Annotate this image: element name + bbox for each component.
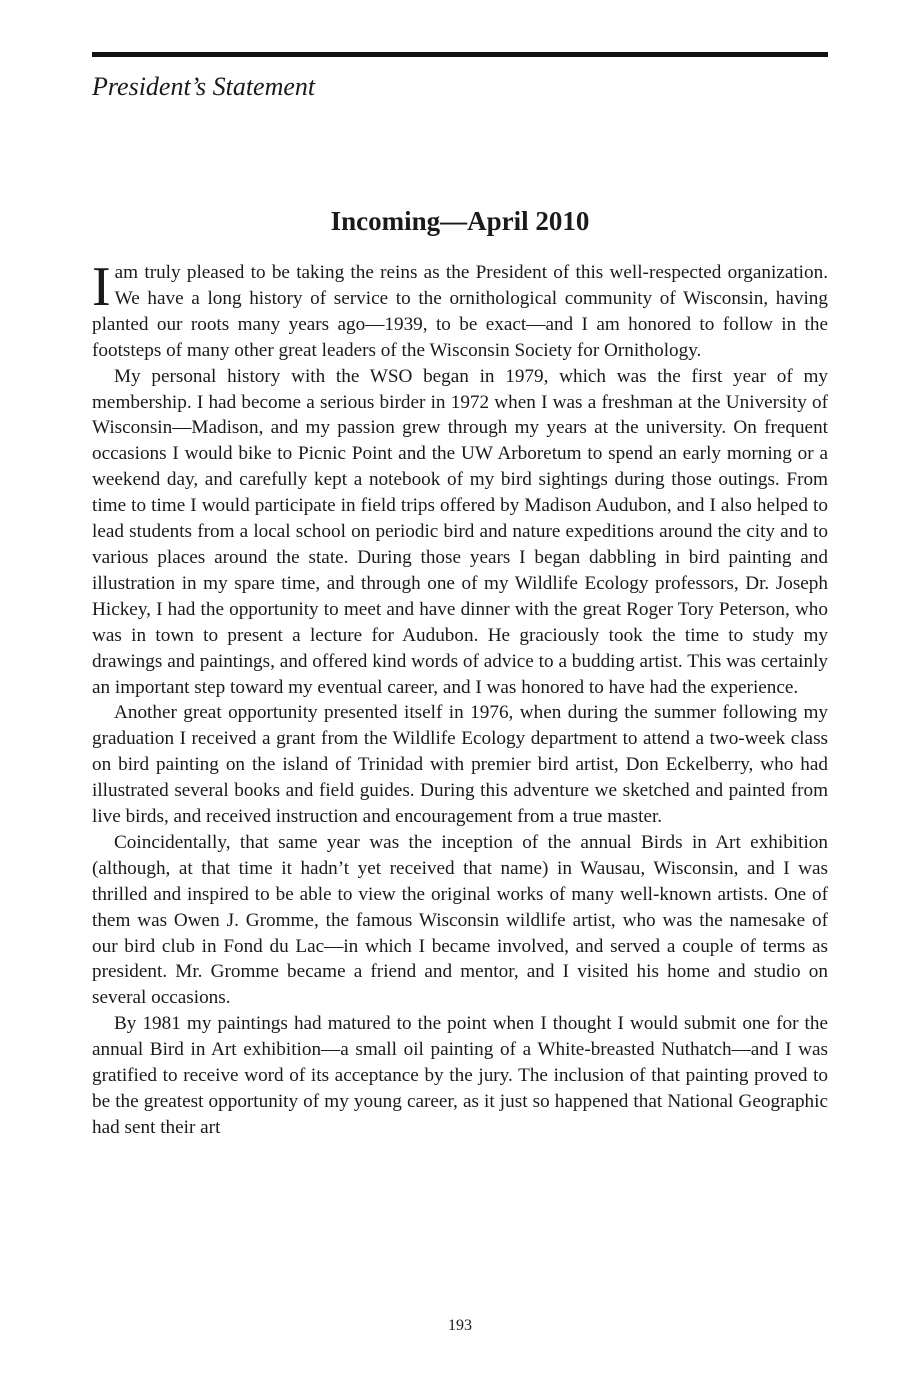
article-title: Incoming—April 2010: [330, 206, 590, 236]
paragraph-1: [92, 256, 828, 364]
section-title: President’s Statement: [92, 72, 316, 101]
page-number: 193: [448, 1317, 472, 1334]
top-rule: [92, 52, 828, 57]
paragraph-2: My personal history with the WSO began in 1979, which was the first year of my membership. I had become a serious birder in 1972 when I was a freshman at the University of Wisconsin—Madison, and my passion grew through my years at the university. On frequent occasions I would bike to Picnic Point and the UW Arboretum to spend an early morning or a weekend day, and carefully kept a notebook of my bird sightings during those outings. From time to time I would participate in field trips offered by Madison Audubon, and I also helped to lead students from a local school on periodic bird and nature expeditions around the city and to various places around the state. During those years I began dabbling in bird painting and illustration in my spare time, and through one of my Wildlife Ecology professors, Dr. Joseph Hickey, I had the opportunity to meet and have dinner with the great Roger Tory Peterson, who was in town to present a lecture for Audubon. He graciously took the time to study my drawings and paintings, and offered kind words of advice to a budding artist. This was certainly an important step toward my eventual career, and I was honored to have had the experience.: [92, 365, 828, 698]
article-body: [92, 256, 828, 1141]
paragraph-5: By 1981 my paintings had matured to the point when I thought I would submit one for the annual Bird in Art exhibition—a small oil painting of a White-breasted Nuthatch—and I was gratified to receive word of its acceptance by the jury. The inclusion of that painting proved to be the greatest opportunity of my young career, as it just so happened that National Geographic had sent their art: [92, 1013, 828, 1138]
paragraph-3: Another great opportunity presented itself in 1976, when during the summer following my graduation I received a grant from the Wildlife Ecology department to attend a two-week class on bird painting on the island of Trinidad with premier bird artist, Don Eckelberry, who had illustrated several books and field guides. During this adventure we sketched and painted from live birds, and received instruction and encouragement from a true master.: [92, 702, 828, 828]
drop-cap: I: [92, 256, 111, 318]
paragraph-4: Coincidentally, that same year was the inception of the annual Birds in Art exhibition (although, at that time it hadn’t yet received that name) in Wausau, Wisconsin, and I was thrilled and inspired to be able to view the original works of many well-known artists. One of them was Owen J. Gromme, the famous Wisconsin wildlife artist, who was the namesake of our bird club in Fond du Lac—in which I became involved, and served a couple of terms as president. Mr. Gromme became a friend and mentor, and I visited his home and studio on several occasions.: [92, 831, 828, 1009]
paragraph-1-text: am truly pleased to be taking the reins as the President of this well-respected organization. We have a long history of service to the ornithological community of Wisconsin, having planted our roots many years ago—1939, to be exact—and I am honored to follow in the footsteps of many other great leaders of the Wisconsin Society for Ornithology.: [92, 262, 828, 361]
